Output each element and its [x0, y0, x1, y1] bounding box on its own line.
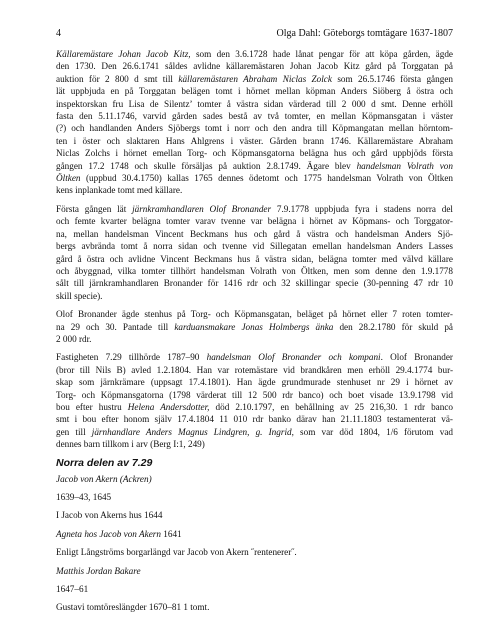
paragraph — [56, 351, 453, 450]
italic-text: järnkramhandlaren Olof Bronander — [132, 203, 272, 214]
text-run: bou efter hustru — [56, 401, 128, 412]
italic-text: Källaremästare Johan Jacob Kitz, — [56, 49, 191, 59]
text-run: (uppbud 30.4.1750) kallas 1765 dennes ödetomt och 1775 handelsman Volrath von Öltken — [80, 173, 453, 184]
text-run: och åbyggnad, vilka tomter tillhört handelsman Volrath von Öltken, men som denne den 1.9.1778 — [56, 265, 453, 276]
text-run: död 2.10.1797, en behållning av 25 216,30. 1 rdr banco — [209, 401, 454, 412]
entry-line: I Jacob von Akerns hus 1644 — [56, 510, 163, 521]
text-run: 1641 — [160, 528, 182, 539]
text-run: dennes barn tillkom i arv (Berg I:1, 249) — [56, 439, 205, 450]
text-line — [56, 98, 453, 110]
text-line — [56, 351, 453, 363]
text-run: gen till — [56, 426, 92, 437]
text-run: . Olof Bronander — [380, 352, 453, 363]
entry-list — [56, 473, 453, 614]
italic-text: Helena Andersdotter, — [127, 401, 210, 412]
text-run: skill specie). — [56, 290, 103, 301]
section-heading: Norra delen av 7.29 — [56, 456, 153, 469]
paragraph — [56, 203, 453, 302]
italic-text: handelsman Olof Bronander och kompani — [206, 352, 381, 363]
text-run: ten i öster och slaktaren Hans Ahlgrens i väster. Gården brann 1746. Källaremästare Abraham — [56, 135, 453, 146]
entry-line — [56, 528, 453, 540]
italic-text: Matthis Jordan Bakare — [56, 565, 141, 576]
italic-text: Agneta hos Jacob von Akern — [56, 528, 161, 539]
text-line — [56, 413, 453, 425]
text-run: som 26.5.1746 första gången — [331, 73, 453, 84]
text-line — [56, 376, 453, 388]
text-line — [56, 277, 453, 289]
italic-text: karduansmakare Jonas Holmbergs änka — [174, 321, 334, 332]
text-line — [56, 73, 453, 85]
text-line — [56, 110, 453, 122]
text-line — [56, 308, 453, 320]
text-line — [56, 48, 453, 60]
text-line — [56, 426, 453, 438]
text-line — [56, 401, 453, 413]
text-run: na 29 och 30. Pantade till — [56, 321, 175, 332]
text-line — [56, 85, 453, 97]
text-line — [56, 364, 453, 376]
text-run: smt i bou efter honom själv 17.4.1804 11 010 rdr banko därav han 21.11.1803 testamenterat vä- — [56, 414, 453, 425]
text-run: na, mellan handelsman Vincent Beckmans hus och gård å västra och handelsman Anders Sjö- — [56, 228, 453, 239]
body-text — [56, 48, 453, 451]
entry-line — [56, 473, 453, 485]
text-line — [56, 290, 453, 302]
entry-line: 1647–61 — [56, 584, 89, 595]
italic-text: Öltken — [56, 173, 81, 184]
text-run: Niclas Zolchs i hörnet emellan Torg- och Köpmansgatorna belägna hus och gård uppbjöds första — [56, 148, 453, 159]
entry-line — [56, 565, 453, 577]
text-line — [56, 172, 453, 184]
text-run: lät uppbjuda en på Torggatan belägen tomt i hörnet mellan köpman Anders Siöberg å östra och — [56, 86, 453, 97]
entry-line: Enligt Långströms borgarlängd var Jacob von Akern ˝rentenerer˝. — [56, 547, 297, 558]
paragraph — [56, 308, 453, 345]
text-run: den 1730. Den 26.6.1741 såldes avlidne källaremästaren Johan Jacob Kitz gård på Torggatan på — [56, 61, 453, 72]
italic-text: källaremästaren Abraham Niclas Zolck — [178, 73, 332, 84]
text-run: bergs avbrända tomt å norra sidan och tvenne vid Sillegatan emellan handelsman Anders Lasses — [56, 241, 453, 252]
text-line — [56, 203, 453, 215]
paragraph — [56, 48, 453, 197]
text-run: Första gången lät — [56, 203, 133, 214]
text-run: den 28.2.1780 för skuld på — [333, 321, 454, 332]
text-run: skap som järnkrämare (uppsagt 17.4.1801). Han ägde grundmurade stenhuset nr 29 i hörnet av — [56, 377, 453, 388]
text-line — [56, 60, 453, 72]
entry-line: Gustavi tomtöreslängder 1670–81 1 tomt. — [56, 602, 210, 613]
text-run: Torg- och Köpmansgatorna (1798 värderat till 12 500 rdr banco) och boet visade 13.9.1798 vid — [56, 389, 453, 400]
text-line — [56, 253, 453, 265]
text-run: sålt till järnkramhandlaren Bronander för 1416 rdr och 32 skillingar specie (30-penning 47 rdr 10 — [56, 278, 453, 289]
text-run: gången 17.2 1748 och skulle försäljas på auktion 2.8.1749. Ägare blev — [56, 160, 357, 171]
entry-line: 1639–43, 1645 — [56, 492, 112, 502]
text-run: som var död 1804, 1/6 förutom vad — [293, 426, 454, 437]
running-title: Olga Dahl: Göteborgs tomtägare 1637-1807 — [276, 28, 453, 39]
text-line — [56, 135, 453, 147]
page-number: 4 — [56, 28, 61, 39]
text-run: som den 3.6.1728 hade lånat pengar för att köpa gården, ägde — [190, 49, 453, 59]
text-run: (?) och handlanden Anders Sjöbergs tomt i norr och den andra till Köpmangatan mellan hörntom- — [56, 123, 453, 134]
italic-text: Jacob von Akern (Ackren) — [56, 473, 152, 484]
text-run: 2 000 rdr. — [56, 333, 92, 344]
text-line — [56, 184, 453, 196]
text-run: och femte kvarter belägna tomter varav tvenne var belägna i hörnet av Köpmans- och Torggator- — [56, 216, 453, 227]
text-line — [56, 389, 453, 401]
text-run: kens inplankade tomt med källare. — [56, 185, 183, 196]
text-run: Fastigheten 7.29 tillhörde 1787–90 — [56, 352, 207, 363]
text-line — [56, 438, 453, 450]
text-line — [56, 333, 453, 345]
text-run: auktion för 2 800 d smt till — [56, 73, 179, 84]
text-run: fasta den 5.11.1746, varvid gården sades bestå av två tomter, en mellan Köpmansgatan i väster — [56, 111, 453, 122]
page-header — [56, 28, 453, 40]
text-line — [56, 147, 453, 159]
text-line — [56, 321, 453, 333]
text-line — [56, 215, 453, 227]
text-run: Olof Bronander ägde stenhus på Torg- och Köpmansgatan, beläget på hörnet eller 7 roten tomter- — [56, 309, 453, 320]
text-run: gård å östra och avlidne Vincent Beckmans hus å västra sidan, belägna tomter med välvd källare — [56, 253, 453, 264]
text-line — [56, 265, 453, 277]
text-line — [56, 122, 453, 134]
italic-text: handelsman Volrath von — [356, 160, 453, 171]
text-line — [56, 228, 453, 240]
text-run: (bror till Nils B) avled 1.2.1804. Han var rotemästare vid brandkåren men erhöll 29.4.1774 bur- — [56, 364, 453, 375]
text-line — [56, 240, 453, 252]
text-line — [56, 160, 453, 172]
text-run: inspektorskan fru Lisa de Silentz’ tomter å västra sidan värderad till 2 000 d smt. Denne erhöll — [56, 98, 453, 109]
text-run: 7.9.1778 uppbjuda fyra i stadens norra del — [271, 203, 453, 214]
italic-text: järnhandlare Anders Magnus Lindgren, g. Ingrid, — [91, 426, 294, 437]
